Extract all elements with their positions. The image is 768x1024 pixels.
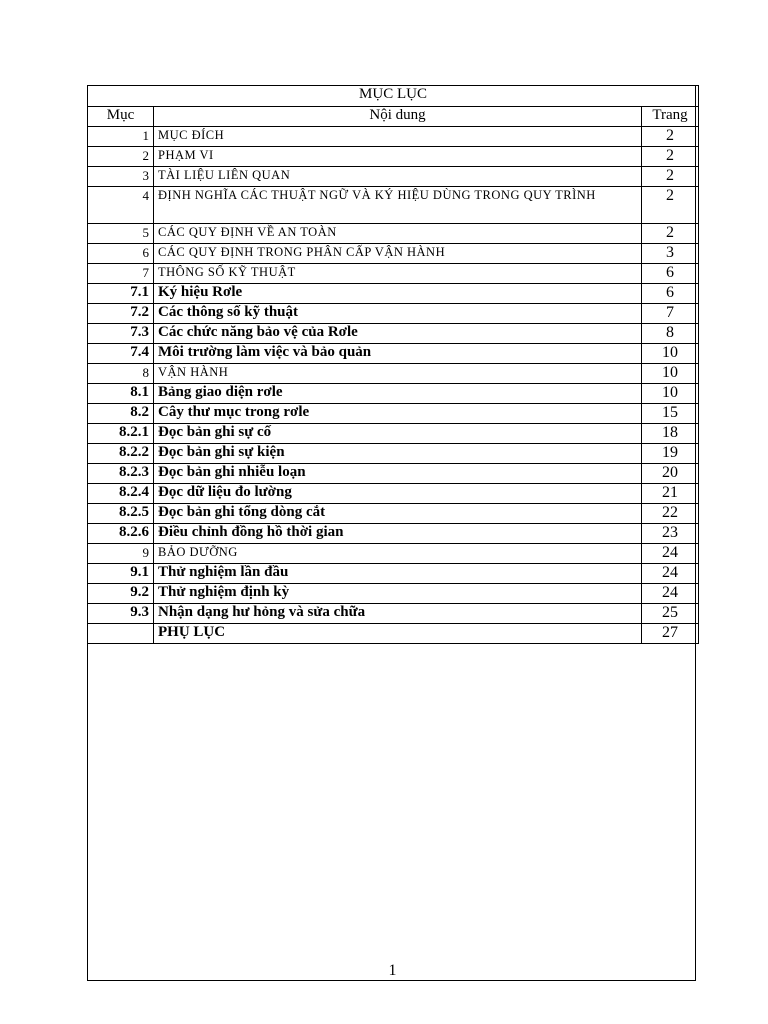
toc-row — [88, 504, 699, 524]
toc-row-page-number: 10 — [642, 364, 699, 384]
toc-table — [87, 85, 699, 644]
toc-row-page-number: 2 — [642, 167, 699, 187]
toc-row-section-number: 8.2.6 — [88, 524, 154, 544]
toc-row-section-number: 6 — [88, 244, 154, 264]
toc-row — [88, 284, 699, 304]
toc-row-section-number: 9 — [88, 544, 154, 564]
toc-row-title: Đọc bản ghi tổng dòng cắt — [154, 504, 642, 524]
toc-row-title: Ký hiệu Rơle — [154, 284, 642, 304]
toc-row-page-number: 24 — [642, 584, 699, 604]
toc-row-page-number: 2 — [642, 187, 699, 224]
toc-row — [88, 127, 699, 147]
toc-row-page-number: 24 — [642, 544, 699, 564]
header-section: Mục — [88, 107, 154, 127]
toc-row-title: TÀI LIỆU LIÊN QUAN — [154, 167, 642, 187]
toc-row — [88, 444, 699, 464]
toc-row-section-number: 9.1 — [88, 564, 154, 584]
toc-row — [88, 384, 699, 404]
toc-row-page-number: 23 — [642, 524, 699, 544]
toc-title: MỤC LỤC — [88, 86, 699, 107]
toc-row-title: ĐỊNH NGHĨA CÁC THUẬT NGỮ VÀ KÝ HIỆU DÙNG TRONG QUY TRÌNH — [154, 187, 642, 224]
toc-row-section-number: 8.2.4 — [88, 484, 154, 504]
toc-row — [88, 524, 699, 544]
toc-row-title: Đọc bản ghi sự kiện — [154, 444, 642, 464]
toc-row-title: VẬN HÀNH — [154, 364, 642, 384]
toc-row-title: Nhận dạng hư hỏng và sửa chữa — [154, 604, 642, 624]
toc-row-section-number: 8.2.2 — [88, 444, 154, 464]
toc-row — [88, 544, 699, 564]
toc-row-page-number: 20 — [642, 464, 699, 484]
toc-row-page-number: 8 — [642, 324, 699, 344]
toc-row — [88, 147, 699, 167]
toc-row-title: Các chức năng bảo vệ của Rơle — [154, 324, 642, 344]
toc-row-page-number: 27 — [642, 624, 699, 644]
toc-row-section-number: 1 — [88, 127, 154, 147]
toc-row-page-number: 21 — [642, 484, 699, 504]
toc-row-page-number: 19 — [642, 444, 699, 464]
toc-row-title: Môi trường làm việc và bảo quản — [154, 344, 642, 364]
toc-row-title: CÁC QUY ĐỊNH TRONG PHÂN CẤP VẬN HÀNH — [154, 244, 642, 264]
toc-row-title: Đọc bản ghi sự cố — [154, 424, 642, 444]
toc-row-title: Các thông số kỹ thuật — [154, 304, 642, 324]
header-content: Nội dung — [154, 107, 642, 127]
toc-row-section-number: 8.2.1 — [88, 424, 154, 444]
toc-row-section-number: 5 — [88, 224, 154, 244]
toc-row-title: MỤC ĐÍCH — [154, 127, 642, 147]
toc-row-section-number: 9.2 — [88, 584, 154, 604]
toc-row-section-number: 8 — [88, 364, 154, 384]
toc-row-page-number: 3 — [642, 244, 699, 264]
toc-row-page-number: 25 — [642, 604, 699, 624]
toc-row — [88, 424, 699, 444]
toc-row — [88, 484, 699, 504]
toc-row-section-number: 8.2.3 — [88, 464, 154, 484]
toc-row-title: Thử nghiệm định kỳ — [154, 584, 642, 604]
toc-row — [88, 584, 699, 604]
toc-row-page-number: 2 — [642, 127, 699, 147]
toc-row-section-number: 7.4 — [88, 344, 154, 364]
toc-row-section-number: 2 — [88, 147, 154, 167]
toc-row — [88, 167, 699, 187]
toc-row — [88, 364, 699, 384]
toc-row-page-number: 2 — [642, 147, 699, 167]
toc-row-page-number: 24 — [642, 564, 699, 584]
toc-row — [88, 224, 699, 244]
toc-row — [88, 187, 699, 224]
toc-row — [88, 404, 699, 424]
toc-row-page-number: 18 — [642, 424, 699, 444]
header-page: Trang — [642, 107, 699, 127]
toc-row-title: Điều chỉnh đồng hồ thời gian — [154, 524, 642, 544]
toc-row-section-number: 8.2 — [88, 404, 154, 424]
toc-row — [88, 324, 699, 344]
toc-row-section-number: 3 — [88, 167, 154, 187]
toc-row-page-number: 15 — [642, 404, 699, 424]
toc-row-section-number: 8.1 — [88, 384, 154, 404]
toc-row — [88, 604, 699, 624]
toc-row-title: Bảng giao diện rơle — [154, 384, 642, 404]
toc-row-title: THÔNG SỐ KỸ THUẬT — [154, 264, 642, 284]
toc-row — [88, 624, 699, 644]
page-number: 1 — [388, 962, 397, 979]
toc-row-section-number: 9.3 — [88, 604, 154, 624]
toc-row-section-number: 4 — [88, 187, 154, 224]
toc-row-page-number: 2 — [642, 224, 699, 244]
toc-row-page-number: 10 — [642, 344, 699, 364]
toc-row-section-number: 7.1 — [88, 284, 154, 304]
toc-row-title: Đọc dữ liệu đo lường — [154, 484, 642, 504]
toc-row-title: Thử nghiệm lần đầu — [154, 564, 642, 584]
toc-row-title: Đọc bản ghi nhiễu loạn — [154, 464, 642, 484]
toc-row-title: BẢO DƯỠNG — [154, 544, 642, 564]
toc-row-section-number — [88, 624, 154, 644]
toc-row — [88, 264, 699, 284]
toc-row-page-number: 22 — [642, 504, 699, 524]
toc-row — [88, 344, 699, 364]
toc-row — [88, 564, 699, 584]
toc-row-page-number: 6 — [642, 264, 699, 284]
toc-row-title: Cây thư mục trong rơle — [154, 404, 642, 424]
toc-row-section-number: 7.3 — [88, 324, 154, 344]
toc-row-page-number: 7 — [642, 304, 699, 324]
toc-row-section-number: 8.2.5 — [88, 504, 154, 524]
toc-row-section-number: 7 — [88, 264, 154, 284]
toc-row-title: PHẠM VI — [154, 147, 642, 167]
toc-row — [88, 464, 699, 484]
toc-row — [88, 304, 699, 324]
toc-row-page-number: 10 — [642, 384, 699, 404]
toc-row-section-number: 7.2 — [88, 304, 154, 324]
toc-row — [88, 244, 699, 264]
toc-row-title: PHỤ LỤC — [154, 624, 642, 644]
toc-row-page-number: 6 — [642, 284, 699, 304]
toc-row-title: CÁC QUY ĐỊNH VỀ AN TOÀN — [154, 224, 642, 244]
